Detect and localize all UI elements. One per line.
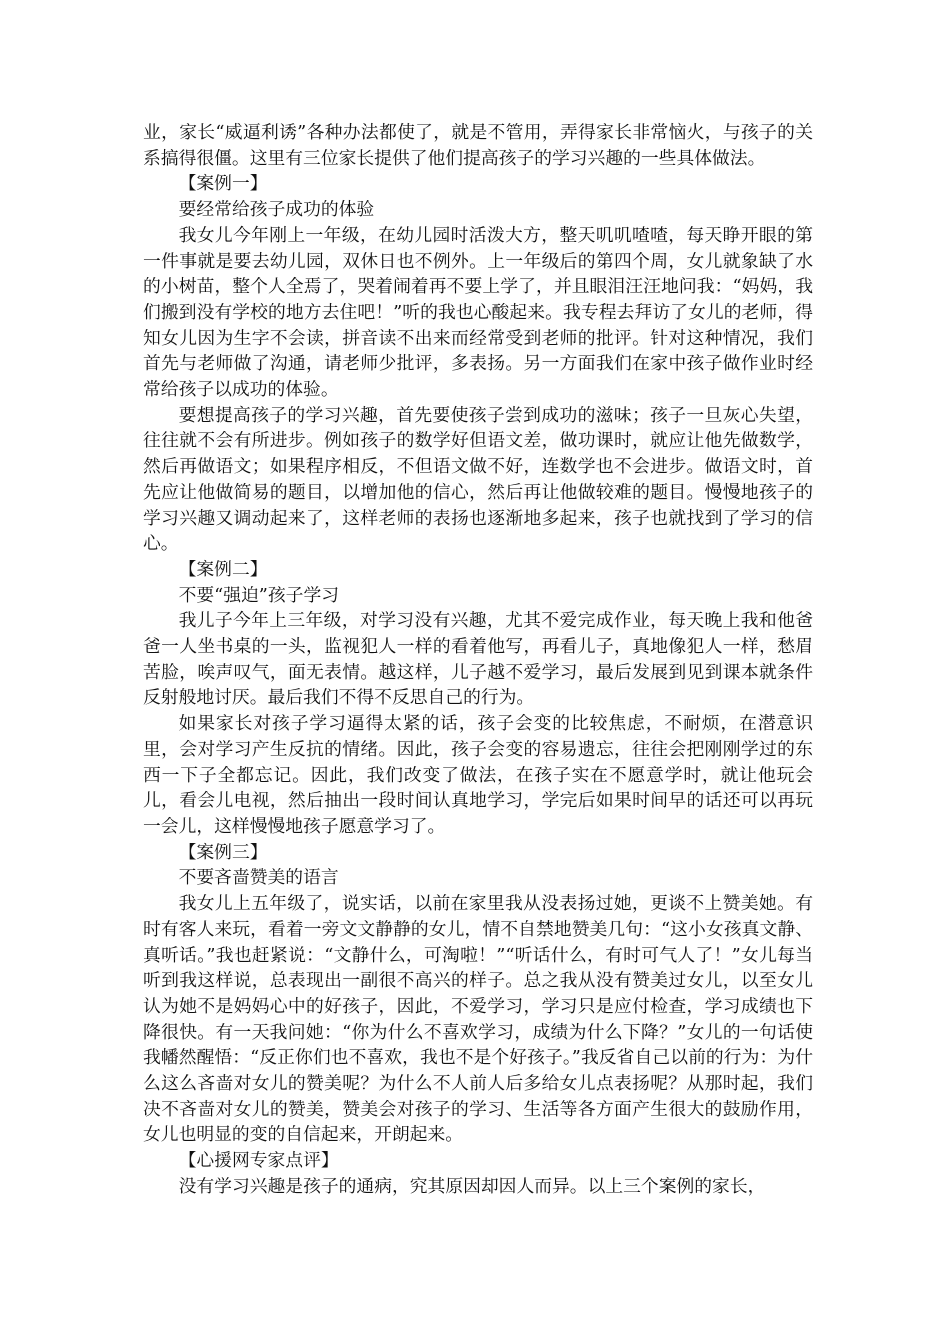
case-two-paragraph-1: 我儿子今年上三年级，对学习没有兴趣，尤其不爱完成作业，每天晚上我和他爸爸一人坐书桌的一头，监视犯人一样的看着他写，再看儿子，真地像犯人一样，愁眉苦脸，唉声叹气，面无表情。越这样，儿子越不爱学习，最后发展到见到课本就条件反射般地讨厌。最后我们不得不反思自己的行为。 (143, 610, 813, 709)
paragraph-intro: 业，家长“威逼利诱”各种办法都使了，就是不管用，弄得家长非常恼火，与孩子的关系搞得很僵。这里有三位家长提供了他们提高孩子的学习兴趣的一些具体做法。 (143, 122, 813, 169)
case-two-paragraph-2: 如果家长对孩子学习逼得太紧的话，孩子会变的比较焦虑，不耐烦，在潜意识里，会对学习产生反抗的情绪。因此，孩子会变的容易遗忘，往往会把刚刚学过的东西一下子全都忘记。因此，我们改变了做法，在孩子实在不愿意学时，就让他玩会儿，看会儿电视，然后抽出一段时间认真地学习，学完后如果时间早的话还可以再玩一会儿，这样慢慢地孩子愿意学习了。 (143, 713, 813, 837)
case-one-paragraph-1: 我女儿今年刚上一年级，在幼儿园时活泼大方，整天叽叽喳喳，每天睁开眼的第一件事就是要去幼儿园，双休日也不例外。上一年级后的第四个周，女儿就象缺了水的小树苗，整个人全焉了，哭着闹着再不要上学了，并且眼泪汪汪地问我：“妈妈，我们搬到没有学校的地方去住吧！”听的我也心酸起来。我专程去拜访了女儿的老师，得知女儿因为生字不会读，拼音读不出来而经常受到老师的批评。针对这种情况，我们首先与老师做了沟通，请老师少批评，多表扬。另一方面我们在家中孩子做作业时经常给孩子以成功的体验。 (143, 224, 813, 401)
case-three-title: 不要吝啬赞美的语言 (178, 867, 339, 889)
expert-comment-heading: 【心援网专家点评】 (178, 1150, 339, 1172)
case-two-title: 不要“强迫”孩子学习 (178, 584, 340, 606)
document-page (143, 120, 813, 1200)
case-one-paragraph-2: 要想提高孩子的学习兴趣，首先要使孩子尝到成功的滋味；孩子一旦灰心失望，往往就不会有所进步。例如孩子的数学好但语文差，做功课时，就应让他先做数学，然后再做语文；如果程序相反，不但语文做不好，连数学也不会进步。做语文时，首先应让他做简易的题目，以增加他的信心，然后再让他做较难的题目。慢慢地孩子的学习兴趣又调动起来了，这样老师的表扬也逐渐地多起来，孩子也就找到了学习的信心。 (143, 404, 813, 555)
case-one-title: 要经常给孩子成功的体验 (178, 199, 375, 221)
expert-comment-paragraph: 没有学习兴趣是孩子的通病，究其原因却因人而异。以上三个案例的家长， (178, 1175, 766, 1197)
case-two-heading: 【案例二】 (178, 558, 268, 580)
case-three-heading: 【案例三】 (178, 841, 268, 863)
case-three-paragraph-1: 我女儿上五年级了，说实话，以前在家里我从没表扬过她，更谈不上赞美她。有时有客人来玩，看着一旁文文静静的女儿，情不自禁地赞美几句：“这小女孩真文静、真听话。”我也赶紧说：“文静什么，可淘啦！”“听话什么，有时可气人了！”女儿每当听到我这样说，总表现出一副很不高兴的样子。总之我从没有赞美过女儿，以至女儿认为她不是妈妈心中的好孩子，因此，不爱学习，学习只是应付检查，学习成绩也下降很快。有一天我问她：“你为什么不喜欢学习，成绩为什么下降？”女儿的一句话使我幡然醒悟：“反正你们也不喜欢，我也不是个好孩子。”我反省自己以前的行为：为什么这么吝啬对女儿的赞美呢？为什么不人前人后多给女儿点表扬呢？从那时起，我们决不吝啬对女儿的赞美，赞美会对孩子的学习、生活等各方面产生很大的鼓励作用，女儿也明显的变的自信起来，开朗起来。 (143, 893, 813, 1146)
case-one-heading: 【案例一】 (178, 173, 268, 195)
